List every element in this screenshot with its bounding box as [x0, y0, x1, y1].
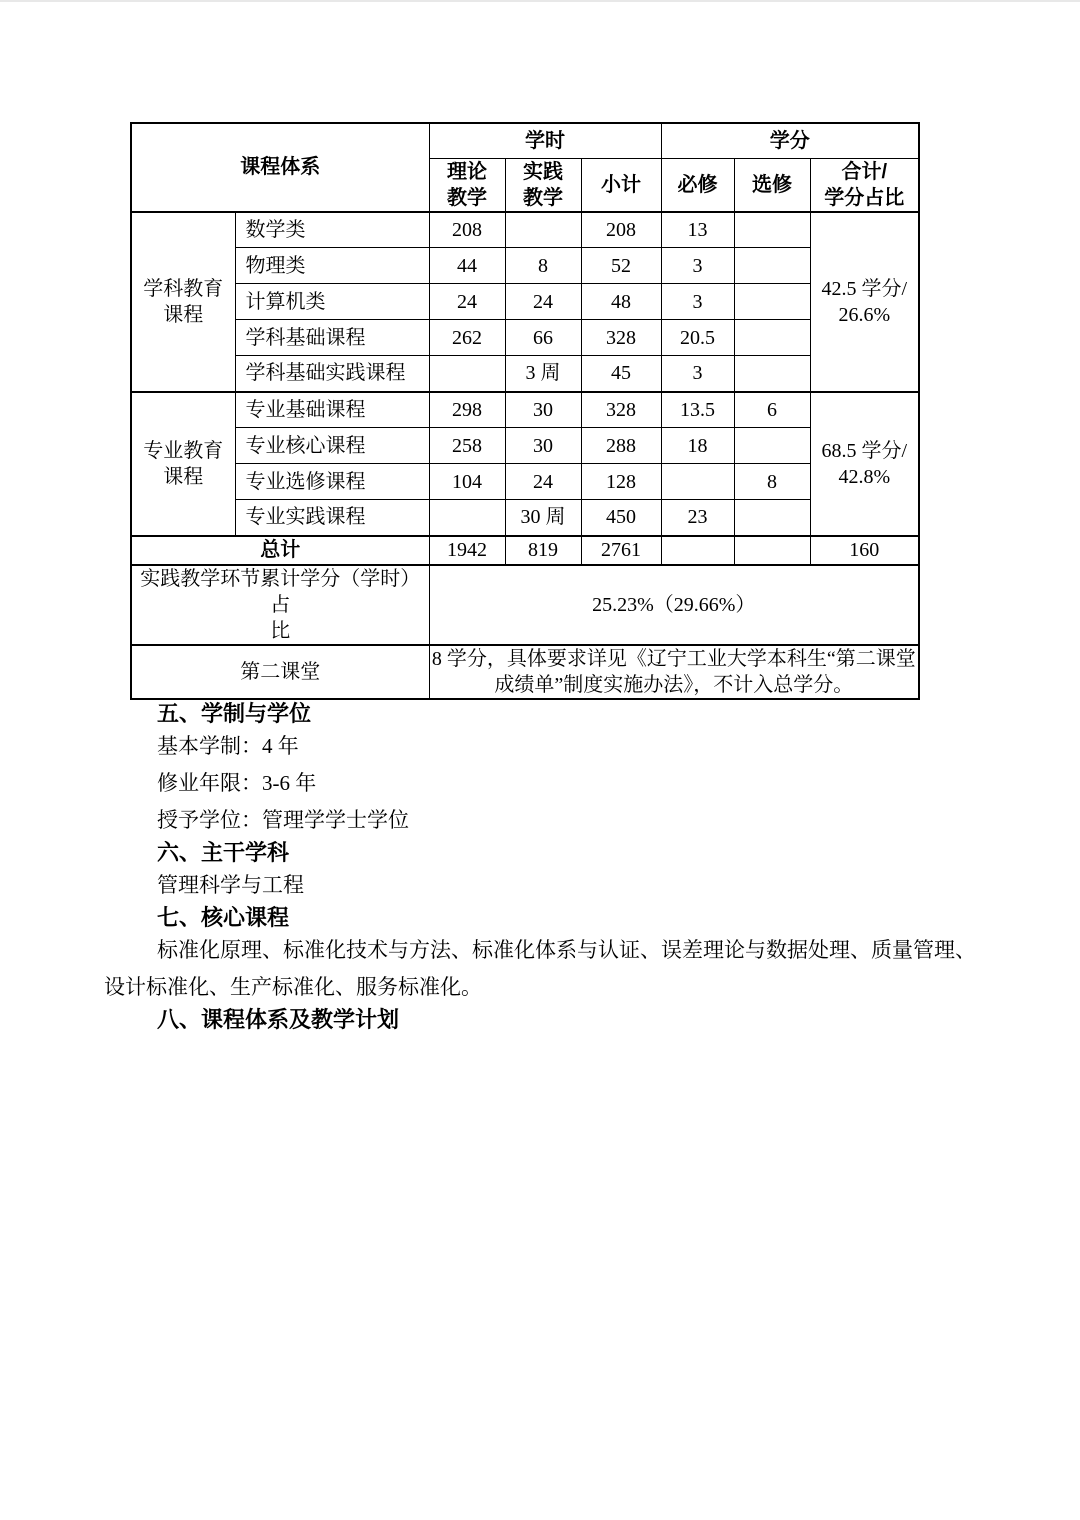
cell-subtotal: 208: [581, 212, 661, 248]
total-credits: 160: [810, 536, 919, 565]
cell-elective: [734, 284, 810, 320]
header-credits-group: 学分: [661, 123, 919, 158]
row-label: 专业实践课程: [235, 500, 429, 536]
row-label: 专业核心课程: [235, 428, 429, 464]
core-courses-paragraph: 标准化原理、标准化技术与方法、标准化体系与认证、误差理论与数据处理、质量管理、设计标准化、生产标准化、服务标准化。: [104, 937, 976, 999]
second-classroom-value: 8 学分，具体要求详见《辽宁工业大学本科生“第二课堂 成绩单”制度实施办法》，不计入总学分。: [429, 645, 919, 699]
cell-subtotal: 48: [581, 284, 661, 320]
row-label: 学科基础实践课程: [235, 356, 429, 392]
header-theory-hours: 理论 教学: [429, 158, 505, 212]
cell-elective: [734, 500, 810, 536]
cell-elective: [734, 428, 810, 464]
credit-summary-subject: 42.5 学分/ 26.6%: [810, 212, 919, 392]
degree-awarded: 授予学位：管理学学士学位: [157, 807, 409, 832]
cell-practice: 30 周: [505, 500, 581, 536]
cell-practice: [505, 212, 581, 248]
total-required: [661, 536, 734, 565]
cell-subtotal: 128: [581, 464, 661, 500]
cell-required: 3: [661, 248, 734, 284]
curriculum-summary-table: [130, 122, 920, 700]
document-body: [104, 700, 976, 1034]
row-label: 学科基础课程: [235, 320, 429, 356]
section-heading-8: 八、课程体系及教学计划: [157, 1006, 400, 1032]
section-heading-5: 五、学制与学位: [157, 700, 312, 726]
section-heading-7: 七、核心课程: [157, 904, 290, 930]
total-elective: [734, 536, 810, 565]
cell-required: 23: [661, 500, 734, 536]
category-subject-education: 学科教育 课程: [131, 212, 235, 392]
credit-summary-professional: 68.5 学分/ 42.8%: [810, 392, 919, 536]
total-theory: 1942: [429, 536, 505, 565]
cell-subtotal: 288: [581, 428, 661, 464]
study-years: 修业年限：3-6 年: [157, 770, 317, 795]
cell-elective: [734, 248, 810, 284]
basic-schooling-length: 基本学制：4 年: [157, 733, 299, 758]
row-label: 计算机类: [235, 284, 429, 320]
cell-required: 18: [661, 428, 734, 464]
cell-practice: 30: [505, 392, 581, 428]
cell-elective: [734, 212, 810, 248]
cell-theory: 24: [429, 284, 505, 320]
cell-theory: 258: [429, 428, 505, 464]
cell-practice: 8: [505, 248, 581, 284]
cell-theory: [429, 500, 505, 536]
header-subtotal: 小计: [581, 158, 661, 212]
section-heading-6: 六、主干学科: [157, 839, 290, 865]
second-classroom-label: 第二课堂: [131, 645, 429, 699]
cell-subtotal: 328: [581, 320, 661, 356]
cell-required: 20.5: [661, 320, 734, 356]
cell-theory: 298: [429, 392, 505, 428]
cell-required: 13: [661, 212, 734, 248]
cell-theory: [429, 356, 505, 392]
cell-elective: [734, 356, 810, 392]
header-course-system: 课程体系: [131, 123, 429, 212]
cell-subtotal: 450: [581, 500, 661, 536]
cell-practice: 24: [505, 464, 581, 500]
cell-theory: 208: [429, 212, 505, 248]
cell-practice: 30: [505, 428, 581, 464]
total-practice: 819: [505, 536, 581, 565]
cell-elective: 8: [734, 464, 810, 500]
cell-required: 3: [661, 284, 734, 320]
cell-theory: 44: [429, 248, 505, 284]
row-label: 专业选修课程: [235, 464, 429, 500]
cell-subtotal: 52: [581, 248, 661, 284]
practice-ratio-value: 25.23%（29.66%）: [429, 565, 919, 645]
cell-elective: 6: [734, 392, 810, 428]
category-professional-education: 专业教育 课程: [131, 392, 235, 536]
practice-ratio-label: 实践教学环节累计学分（学时）占 比: [131, 565, 429, 645]
header-practice-hours: 实践 教学: [505, 158, 581, 212]
header-hours-group: 学时: [429, 123, 661, 158]
cell-required: 13.5: [661, 392, 734, 428]
cell-subtotal: 328: [581, 392, 661, 428]
cell-theory: 104: [429, 464, 505, 500]
total-row-label: 总计: [131, 536, 429, 565]
cell-practice: 24: [505, 284, 581, 320]
header-total-ratio: 合计/ 学分占比: [810, 158, 919, 212]
header-required: 必修: [661, 158, 734, 212]
row-label: 物理类: [235, 248, 429, 284]
cell-theory: 262: [429, 320, 505, 356]
cell-required: 3: [661, 356, 734, 392]
row-label: 专业基础课程: [235, 392, 429, 428]
header-elective: 选修: [734, 158, 810, 212]
cell-elective: [734, 320, 810, 356]
cell-practice: 66: [505, 320, 581, 356]
cell-subtotal: 45: [581, 356, 661, 392]
cell-required: [661, 464, 734, 500]
cell-practice: 3 周: [505, 356, 581, 392]
row-label: 数学类: [235, 212, 429, 248]
total-subtotal: 2761: [581, 536, 661, 565]
main-discipline: 管理科学与工程: [157, 872, 304, 897]
